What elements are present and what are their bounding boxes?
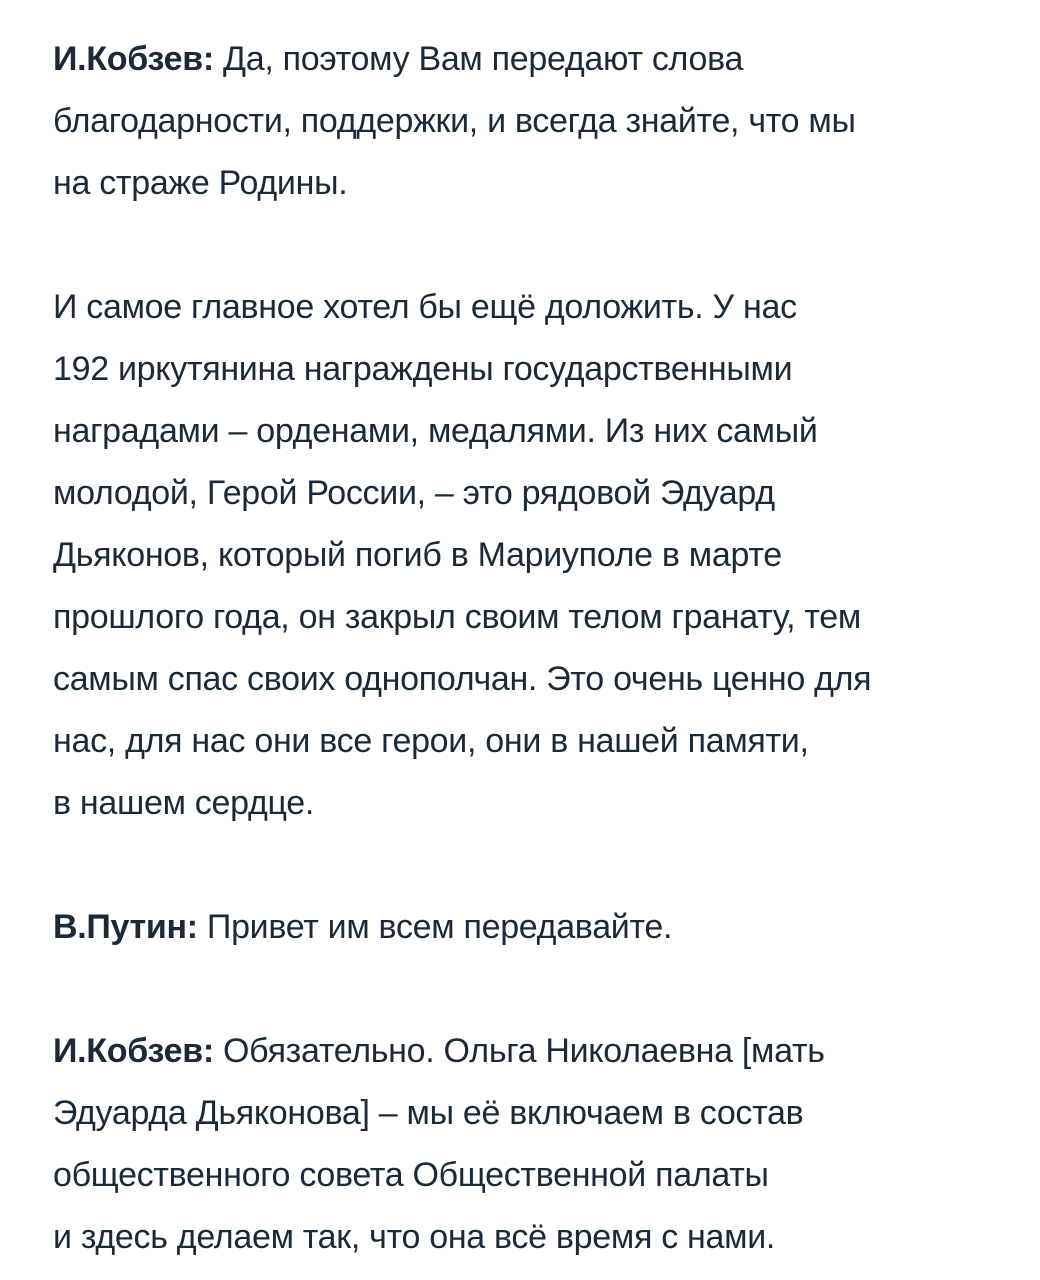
text-line: нас, для нас они все герои, они в нашей памяти, (53, 722, 809, 760)
text-line: Эдуарда Дьяконова] – мы её включаем в состав (53, 1094, 804, 1132)
transcript-paragraph (53, 276, 988, 834)
speaker-name: И.Кобзев: (53, 40, 214, 78)
text-line: наградами – орденами, медалями. Из них самый (53, 412, 818, 450)
text-line: на страже Родины. (53, 164, 348, 202)
text-line: в нашем сердце. (53, 784, 315, 822)
speech-text: Обязательно. Ольга Николаевна [мать (213, 1032, 825, 1070)
text-line: И самое главное хотел бы ещё доложить. У нас (53, 288, 797, 326)
text-line (53, 1020, 988, 1082)
text-line: Дьяконов, который погиб в Мариуполе в марте (53, 536, 782, 574)
text-line: самым спас своих однополчан. Это очень ценно для (53, 660, 872, 698)
speaker-name: В.Путин: (53, 908, 198, 946)
speech-text: Да, поэтому Вам передают слова (213, 40, 744, 78)
text-line: благодарности, поддержки, и всегда знайте, что мы (53, 102, 856, 140)
paragraph-gap (53, 214, 988, 276)
transcript-paragraph (53, 1020, 988, 1268)
speech-text: Привет им всем передавайте. (197, 908, 673, 946)
text-line (53, 28, 988, 90)
text-line: молодой, Герой России, – это рядовой Эдуард (53, 474, 775, 512)
text-line: и здесь делаем так, что она всё время с нами. (53, 1218, 776, 1256)
transcript-paragraph (53, 896, 988, 958)
text-line: 192 иркутянина награждены государственными (53, 350, 793, 388)
text-line: прошлого года, он закрыл своим телом гранату, тем (53, 598, 861, 636)
speaker-name: И.Кобзев: (53, 1032, 214, 1070)
text-line (53, 896, 988, 958)
text-line: общественного совета Общественной палаты (53, 1156, 769, 1194)
paragraph-gap (53, 834, 988, 896)
transcript-paragraph (53, 28, 988, 214)
paragraph-gap (53, 958, 988, 1020)
